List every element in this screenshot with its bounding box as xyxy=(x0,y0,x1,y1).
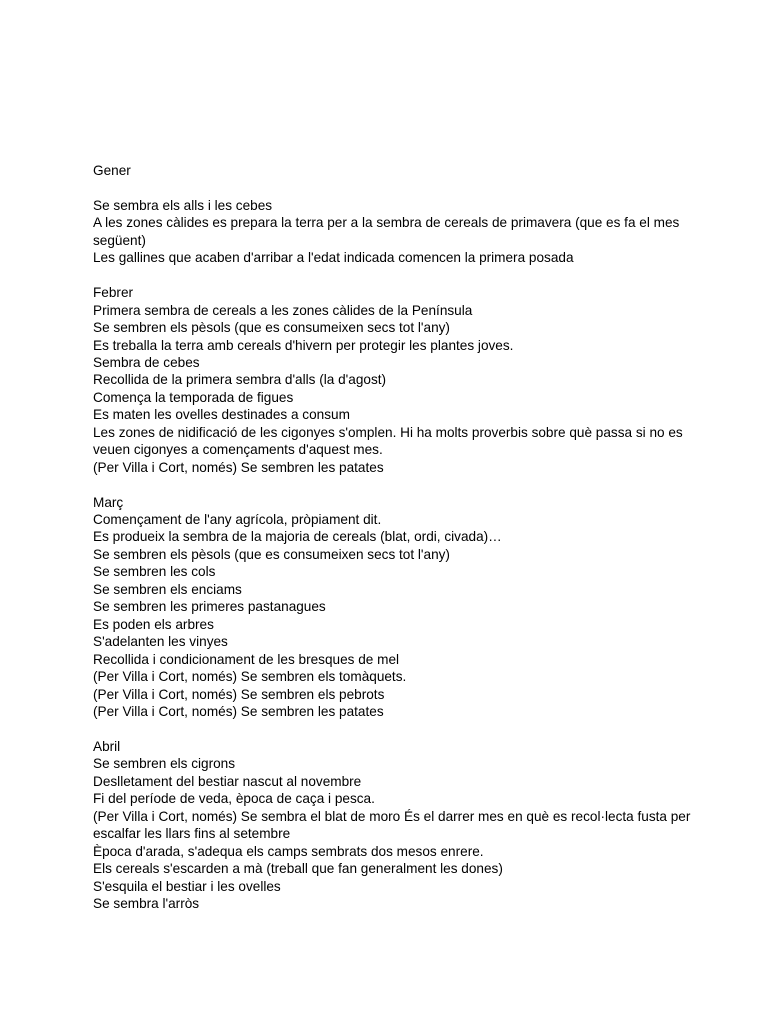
text-line: Se sembren els pèsols (que es consumeixen secs tot l'any) xyxy=(93,546,450,562)
text-line: Se sembra els alls i les cebes xyxy=(93,197,273,213)
month-heading: Abril xyxy=(93,738,121,754)
month-heading: Febrer xyxy=(93,285,134,301)
text-line: Fi del període de veda, època de caça i pesca. xyxy=(93,791,375,807)
month-section-abril xyxy=(93,738,693,913)
text-line: S'adelanten les vinyes xyxy=(93,634,228,650)
text-line: Les zones de nidificació de les cigonyes s'omplen. Hi ha molts proverbis sobre què passa si no es veuen cigonyes a començaments d'aquest mes. xyxy=(93,424,683,458)
text-line: (Per Villa i Cort, només) Se sembren les patates xyxy=(93,459,384,475)
text-line: Es produeix la sembra de la majoria de cereals (blat, ordi, civada)… xyxy=(93,529,502,545)
text-line: Se sembren les cols xyxy=(93,564,216,580)
text-line: Comença la temporada de figues xyxy=(93,389,294,405)
text-line: Els cereals s'escarden a mà (treball que fan generalment les dones) xyxy=(93,861,503,877)
text-line: S'esquila el bestiar i les ovelles xyxy=(93,878,281,894)
text-line: Deslletament del bestiar nascut al novembre xyxy=(93,773,362,789)
text-line: Les gallines que acaben d'arribar a l'edat indicada comencen la primera posada xyxy=(93,250,574,266)
document-page xyxy=(93,162,693,912)
month-heading: Gener xyxy=(93,163,131,178)
text-line: Època d'arada, s'adequa els camps sembrats dos mesos enrere. xyxy=(93,843,484,859)
text-line: (Per Villa i Cort, només) Se sembra el blat de moro És el darrer mes en què es recol·lecta fusta per escalfar les llars fins al setembre xyxy=(93,808,691,842)
month-section-marc xyxy=(93,494,693,721)
text-line: Es maten les ovelles destinades a consum xyxy=(93,407,350,423)
text-line: Se sembren els enciams xyxy=(93,581,242,597)
text-line: Recollida i condicionament de les bresques de mel xyxy=(93,651,400,667)
month-section-gener xyxy=(93,162,693,267)
text-line: Se sembra l'arròs xyxy=(93,895,200,911)
text-line: (Per Villa i Cort, només) Se sembren les patates xyxy=(93,704,384,720)
text-line: Primera sembra de cereals a les zones càlides de la Península xyxy=(93,302,473,318)
text-line: (Per Villa i Cort, només) Se sembren els tomàquets. xyxy=(93,669,407,685)
text-line: A les zones càlides es prepara la terra per a la sembra de cereals de primavera (que es fa el mes següent) xyxy=(93,215,680,248)
spacer xyxy=(93,179,693,196)
text-line: Sembra de cebes xyxy=(93,354,200,370)
month-section-febrer xyxy=(93,284,693,476)
text-line: Recollida de la primera sembra d'alls (la d'agost) xyxy=(93,372,387,388)
text-line: Començament de l'any agrícola, pròpiament dit. xyxy=(93,512,382,528)
text-line: (Per Villa i Cort, només) Se sembren els pebrots xyxy=(93,686,385,702)
text-line: Se sembren els cigrons xyxy=(93,756,236,772)
text-line: Se sembren les primeres pastanagues xyxy=(93,599,326,615)
month-heading: Març xyxy=(93,494,124,510)
text-line: Se sembren els pèsols (que es consumeixen secs tot l'any) xyxy=(93,320,450,336)
text-line: Es poden els arbres xyxy=(93,616,214,632)
text-line: Es treballa la terra amb cereals d'hivern per protegir les plantes joves. xyxy=(93,337,514,353)
